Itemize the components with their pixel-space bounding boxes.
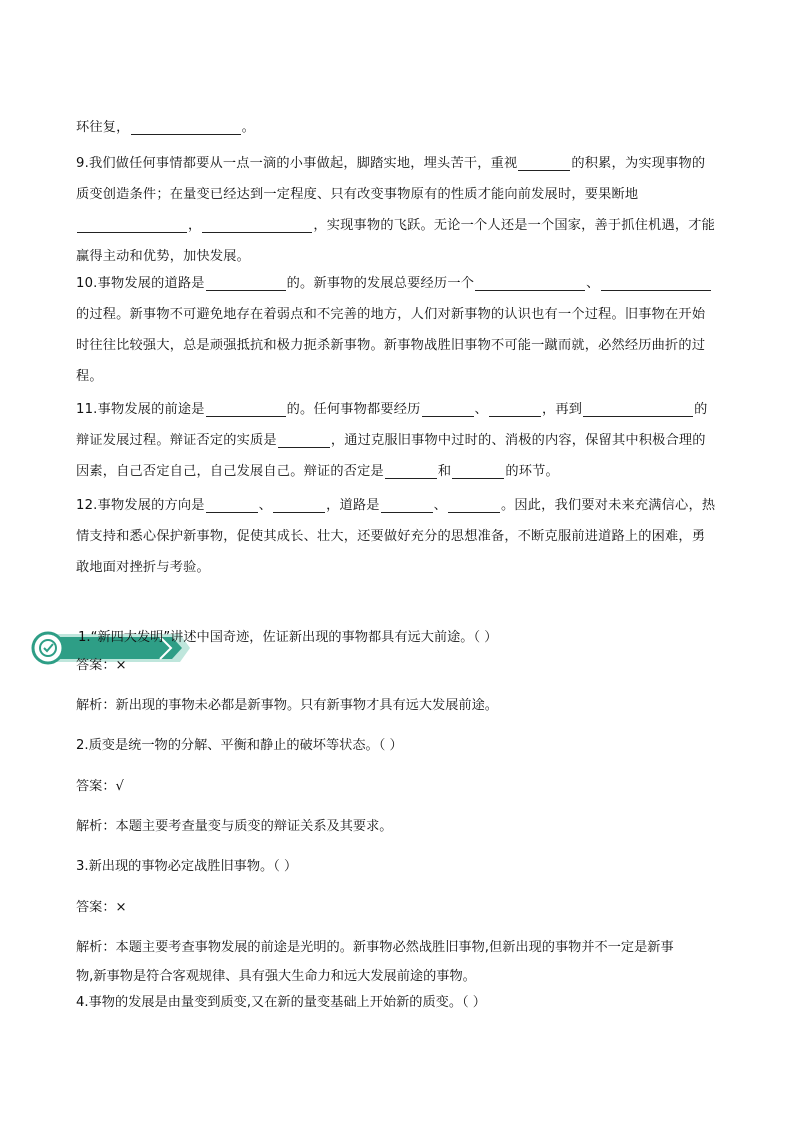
blank bbox=[131, 118, 241, 135]
judge-e3-line1: 解析：本题主要考查事物发展的前途是光明的。新事物必然战胜旧事物,但新出现的事物并不一定是新事 bbox=[76, 940, 674, 955]
blank bbox=[518, 154, 570, 171]
blank bbox=[475, 274, 585, 291]
judge-q3: 3.新出现的事物必定战胜旧事物。（ ） bbox=[76, 859, 298, 874]
blank bbox=[206, 400, 286, 417]
blank bbox=[206, 274, 286, 291]
blank bbox=[206, 496, 258, 513]
blank bbox=[489, 400, 541, 417]
judge-e2: 解析：本题主要考查量变与质变的辩证关系及其要求。 bbox=[76, 819, 393, 834]
q11-paragraph: 11.事物发展的前途是 的。任何事物都要经历 、 ，再到 的辩证发展过程。辩证否定的实质是 ，通过克服旧事物中过时的、消极的内容，保留其中积极合理的因素，自己否定自己，自己发展自己。辩证的否定是 和 的环节。 bbox=[76, 402, 708, 479]
blank bbox=[583, 400, 693, 417]
q10-paragraph: 10.事物发展的道路是 的。新事物的发展总要经历一个 、的过程。新事物不可避免地存在着弱点和不完善的地方，人们对新事物的认识也有一个过程。旧事物在开始时往往比较强大，总是顽强抵抗和极力扼杀新事物。新事物战胜旧事物不可能一蹴而就，必然经历曲折的过程。 bbox=[76, 268, 718, 392]
blank bbox=[77, 216, 187, 233]
q12-paragraph: 12.事物发展的方向是 、 ，道路是 、 。因此，我们要对未来充满信心，热情支持和悉心保护新事物，促使其成长、壮大，还要做好充分的思想准备，不断克服前进道路上的困难，勇敢地面对挫折与考验。 bbox=[76, 498, 716, 575]
judge-q1: 1.“新四大发明”讲述中国奇迹，佐证新出现的事物都具有远大前途。（ ） bbox=[78, 630, 498, 645]
blank bbox=[452, 462, 504, 479]
blank bbox=[422, 400, 474, 417]
judge-e1: 解析：新出现的事物未必都是新事物。只有新事物才具有远大发展前途。 bbox=[76, 698, 498, 713]
blank bbox=[381, 496, 433, 513]
judge-a3: 答案：× bbox=[76, 900, 127, 915]
blank bbox=[601, 274, 711, 291]
blank bbox=[202, 216, 312, 233]
blank bbox=[273, 496, 325, 513]
judge-e3-line2: 物,新事物是符合客观规律、具有强大生命力和远大发展前途的事物。 bbox=[76, 969, 476, 984]
judge-a1: 答案：× bbox=[76, 658, 127, 673]
judge-q4: 4.事物的发展是由量变到质变,又在新的量变基础上开始新的质变。（ ） bbox=[76, 995, 486, 1010]
blank bbox=[448, 496, 500, 513]
judge-a2: 答案：√ bbox=[76, 779, 124, 794]
q9-paragraph: 9.我们做任何事情都要从一点一滴的小事做起，脚踏实地，埋头苦干，重视 的积累，为实现事物的质变创造条件；在量变已经达到一定程度、只有改变事物原有的性质才能向前发展时，要果断地， ，实现事物的飞跃。无论一个人还是一个国家，善于抓住机遇，才能赢得主动和优势，加快发展。 bbox=[76, 156, 716, 264]
q8-text-end: 。 bbox=[241, 120, 255, 135]
q8-tail bbox=[76, 112, 718, 143]
blank bbox=[385, 462, 437, 479]
judge-q2: 2.质变是统一物的分解、平衡和静止的破坏等状态。（ ） bbox=[76, 738, 403, 753]
q8-text: 环往复， bbox=[76, 120, 130, 135]
blank bbox=[278, 431, 330, 448]
